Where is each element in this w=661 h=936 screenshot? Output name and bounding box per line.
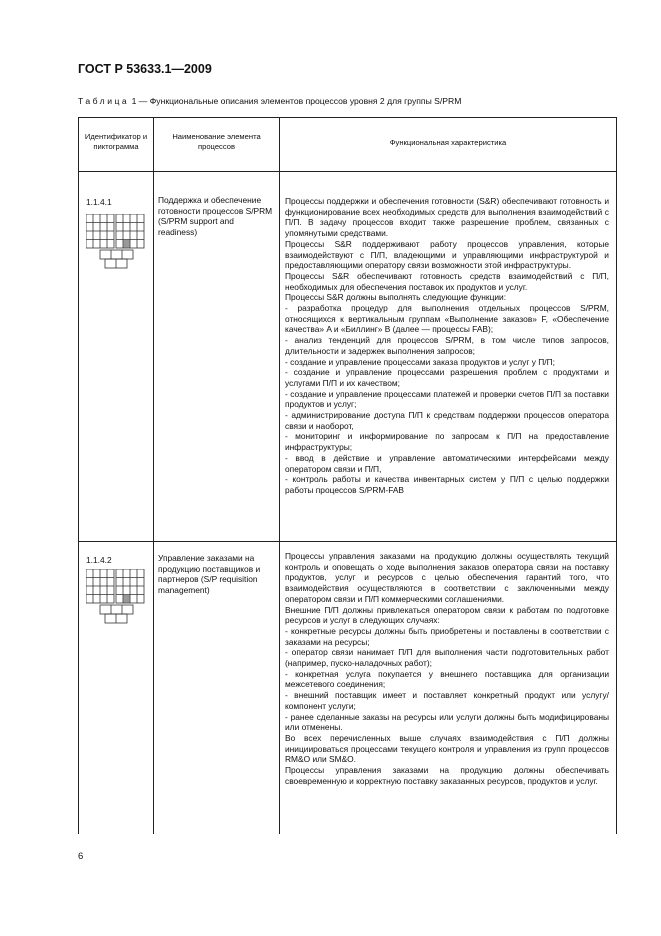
description-paragraph: Во всех перечисленных выше случаях взаимодействия с П/П должны инициироваться процессами текущего контроля и управления из групп процессов RM&O или SM&O. [285,732,609,765]
table-header-characteristic: Функциональная характеристика [389,138,507,147]
row-description [285,196,609,496]
description-paragraph: - администрирование доступа П/П к средствам поддержки процессов оператора связи и наоборот, [285,410,609,431]
description-paragraph: Процессы S&R поддерживают работу процессов управления, которые взаимодействуют с П/П, владеющими и управляющими инфраструктурой и предоставляющими оператору связи возможности этой инфраструктуры. [285,238,609,271]
row-id: 1.1.4.2 [86,555,112,565]
description-paragraph: - мониторинг и информирование по запросам к П/П на предоставление инфраструктуры; [285,431,609,453]
table-caption-label: Таблица [78,96,130,106]
description-paragraph: Процессы управления заказами на продукцию должны осуществлять текущий контроль и оповещать о ходе выполнения заказов оператора связи на поставку продуктов, услуг и ресурсов с целью обеспечения гарантий того, что взаимодействия осуществляются в соответствии с заключенными между оператором связи и П/П коммерческими соглашениями. [285,551,609,604]
document-header: ГОСТ Р 53633.1—2009 [78,62,212,76]
description-paragraph: Процессы S&R должны выполнять следующие функции: [285,292,507,303]
description-paragraph: - анализ тенденций для процессов S/PRM, в том числе типов запросов, длительности и задержек выполнения запросов; [285,335,609,356]
row-name: Управление заказами на продукцию поставщиков и партнеров (S/P requisition management) [158,553,261,595]
description-paragraph: - создание и управление процессами разрешения проблем с продуктами и услугами П/П и их качеством; [285,367,609,388]
description-paragraph: - конкретные ресурсы должны быть приобретены и поставлены в соответствии с заказами на ресурсы; [285,625,609,647]
page-number: 6 [78,851,84,862]
description-paragraph: - конкретная услуга покупается у внешнего поставщика для организации межсетевого соединения; [285,668,609,690]
description-paragraph: Внешние П/П должны привлекаться оператором связи к работам по подготовке ресурсов и услуг в следующих случаях: [285,604,609,626]
row-id: 1.1.4.1 [86,197,112,207]
description-paragraph: - создание и управление процессами платежей и проверки счетов П/П за поставки продуктов и услуг; [285,388,609,410]
table-caption [78,96,461,106]
process-grid-pictogram-icon [86,214,146,270]
description-paragraph: - ввод в действие и управление автоматическими интерфейсами между оператором связи и П/П, [285,452,609,474]
description-paragraph: Процессы управления заказами на продукцию должны обеспечивать своевременную и корректную поставку заказанных ресурсов, продуктов и услуг. [285,765,609,786]
description-paragraph: Процессы поддержки и обеспечения готовности (S&R) обеспечивают готовность и функционирование всех необходимых средств для выполнения взаимодействий с П/П. В задачу процессов входит также разрешение проблем, связанных с упомянутыми средствами. [285,196,609,239]
row-description [285,551,609,786]
description-paragraph: - контроль работы и качества инвентарных систем у П/П с целью поддержки работы процессов S/PRM-FAB [285,474,609,495]
table-header-id: Идентификатор и пиктограмма [84,132,148,151]
description-paragraph: - разработка процедур для выполнения отдельных процессов S/PRM, относящихся к вертикальным группам «Выполнение заказов» F, «Обеспечение качества» A и «Биллинг» B (далее — процессы FAB); [285,303,609,335]
table-header-name: Наименование элемента процессов [172,132,261,151]
process-grid-pictogram-icon [86,569,146,625]
description-paragraph: - ранее сделанные заказы на ресурсы или услуги должны быть модифицированы или отменены. [285,711,609,733]
description-paragraph: Процессы S&R обеспечивают готовность средств взаимодействий с П/П, необходимых для обеспечения поставок их продуктов и услуг. [285,270,609,292]
description-paragraph: - внешний поставщик имеет и поставляет конкретный продукт или услугу/компонент услуги; [285,690,609,711]
row-name: Поддержка и обеспечение готовности процессов S/PRM (S/PRM support and readiness) [158,195,273,237]
description-paragraph: - оператор связи нанимает П/П для выполнения части подготовительных работ (например, пуско-наладочных работ); [285,647,609,669]
table-caption-text: 1 — Функциональные описания элементов процессов уровня 2 для группы S/PRM [129,96,462,106]
function-table [78,117,617,834]
description-paragraph: - создание и управление процессами заказа продуктов и услуг у П/П; [285,356,555,367]
